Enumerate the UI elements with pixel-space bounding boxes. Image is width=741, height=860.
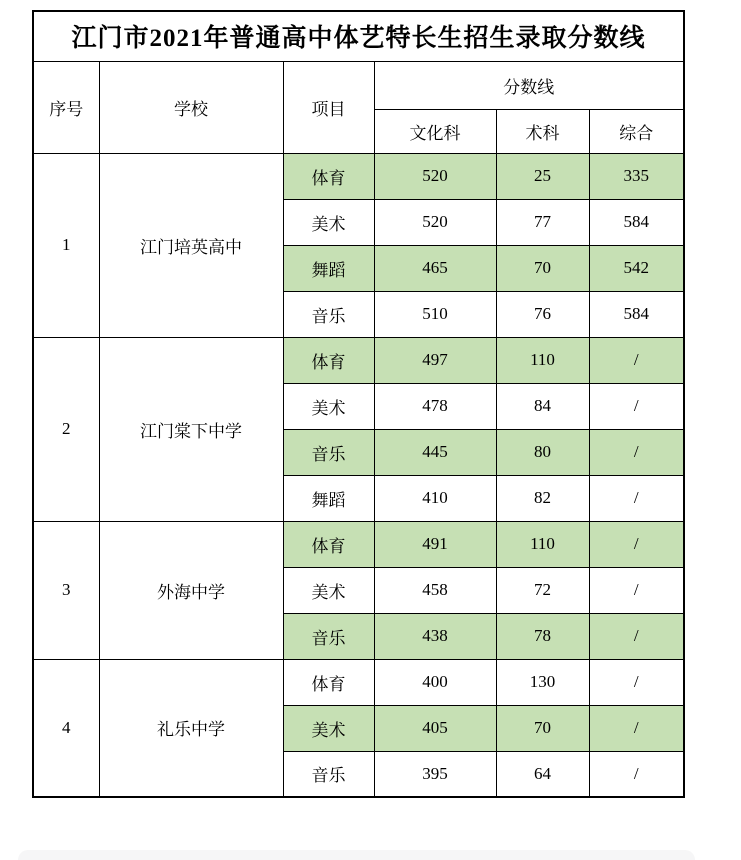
score-table xyxy=(32,10,685,798)
cell-item: 美术 xyxy=(283,705,374,751)
bottom-card-edge xyxy=(18,850,695,860)
cell-technical-score: 80 xyxy=(496,429,589,475)
header-row-1 xyxy=(33,61,684,109)
cell-item: 美术 xyxy=(283,567,374,613)
cell-culture-score: 458 xyxy=(374,567,496,613)
cell-technical-score: 130 xyxy=(496,659,589,705)
header-no: 序号 xyxy=(33,61,99,153)
cell-technical-score: 78 xyxy=(496,613,589,659)
cell-item: 体育 xyxy=(283,521,374,567)
cell-school-name: 江门培英高中 xyxy=(99,153,283,337)
cell-item: 体育 xyxy=(283,337,374,383)
cell-technical-score: 77 xyxy=(496,199,589,245)
cell-item: 舞蹈 xyxy=(283,245,374,291)
cell-item: 美术 xyxy=(283,199,374,245)
cell-composite-score: / xyxy=(589,521,684,567)
cell-item: 体育 xyxy=(283,659,374,705)
cell-culture-score: 395 xyxy=(374,751,496,797)
cell-culture-score: 491 xyxy=(374,521,496,567)
cell-technical-score: 72 xyxy=(496,567,589,613)
cell-culture-score: 438 xyxy=(374,613,496,659)
cell-item: 美术 xyxy=(283,383,374,429)
cell-technical-score: 82 xyxy=(496,475,589,521)
cell-culture-score: 405 xyxy=(374,705,496,751)
cell-composite-score: / xyxy=(589,383,684,429)
cell-item: 音乐 xyxy=(283,751,374,797)
cell-school-no: 2 xyxy=(33,337,99,521)
table-title-row xyxy=(33,11,684,61)
table-row xyxy=(33,337,684,383)
cell-composite-score: / xyxy=(589,567,684,613)
cell-culture-score: 465 xyxy=(374,245,496,291)
cell-school-name: 礼乐中学 xyxy=(99,659,283,797)
cell-item: 音乐 xyxy=(283,613,374,659)
cell-culture-score: 520 xyxy=(374,153,496,199)
cell-school-name: 江门棠下中学 xyxy=(99,337,283,521)
table-row xyxy=(33,153,684,199)
cell-technical-score: 64 xyxy=(496,751,589,797)
cell-school-no: 3 xyxy=(33,521,99,659)
cell-item: 舞蹈 xyxy=(283,475,374,521)
cell-culture-score: 510 xyxy=(374,291,496,337)
header-technical: 术科 xyxy=(496,109,589,153)
header-score-group: 分数线 xyxy=(374,61,684,109)
cell-composite-score: / xyxy=(589,659,684,705)
cell-item: 音乐 xyxy=(283,429,374,475)
cell-composite-score: 542 xyxy=(589,245,684,291)
header-culture: 文化科 xyxy=(374,109,496,153)
cell-composite-score: / xyxy=(589,705,684,751)
cell-culture-score: 478 xyxy=(374,383,496,429)
cell-technical-score: 110 xyxy=(496,337,589,383)
cell-technical-score: 110 xyxy=(496,521,589,567)
cell-culture-score: 400 xyxy=(374,659,496,705)
cell-technical-score: 76 xyxy=(496,291,589,337)
cell-composite-score: / xyxy=(589,613,684,659)
cell-school-no: 1 xyxy=(33,153,99,337)
cell-composite-score: / xyxy=(589,475,684,521)
table-row xyxy=(33,659,684,705)
cell-technical-score: 84 xyxy=(496,383,589,429)
table-row xyxy=(33,521,684,567)
header-composite: 综合 xyxy=(589,109,684,153)
cell-culture-score: 410 xyxy=(374,475,496,521)
cell-culture-score: 497 xyxy=(374,337,496,383)
table-title: 江门市2021年普通高中体艺特长生招生录取分数线 xyxy=(33,11,684,61)
header-item: 项目 xyxy=(283,61,374,153)
cell-technical-score: 25 xyxy=(496,153,589,199)
cell-composite-score: / xyxy=(589,429,684,475)
cell-composite-score: / xyxy=(589,337,684,383)
cell-culture-score: 520 xyxy=(374,199,496,245)
header-school: 学校 xyxy=(99,61,283,153)
cell-composite-score: 584 xyxy=(589,199,684,245)
cell-school-name: 外海中学 xyxy=(99,521,283,659)
cell-composite-score: 335 xyxy=(589,153,684,199)
cell-composite-score: 584 xyxy=(589,291,684,337)
cell-school-no: 4 xyxy=(33,659,99,797)
cell-technical-score: 70 xyxy=(496,245,589,291)
cell-item: 体育 xyxy=(283,153,374,199)
cell-composite-score: / xyxy=(589,751,684,797)
cell-technical-score: 70 xyxy=(496,705,589,751)
cell-culture-score: 445 xyxy=(374,429,496,475)
cell-item: 音乐 xyxy=(283,291,374,337)
